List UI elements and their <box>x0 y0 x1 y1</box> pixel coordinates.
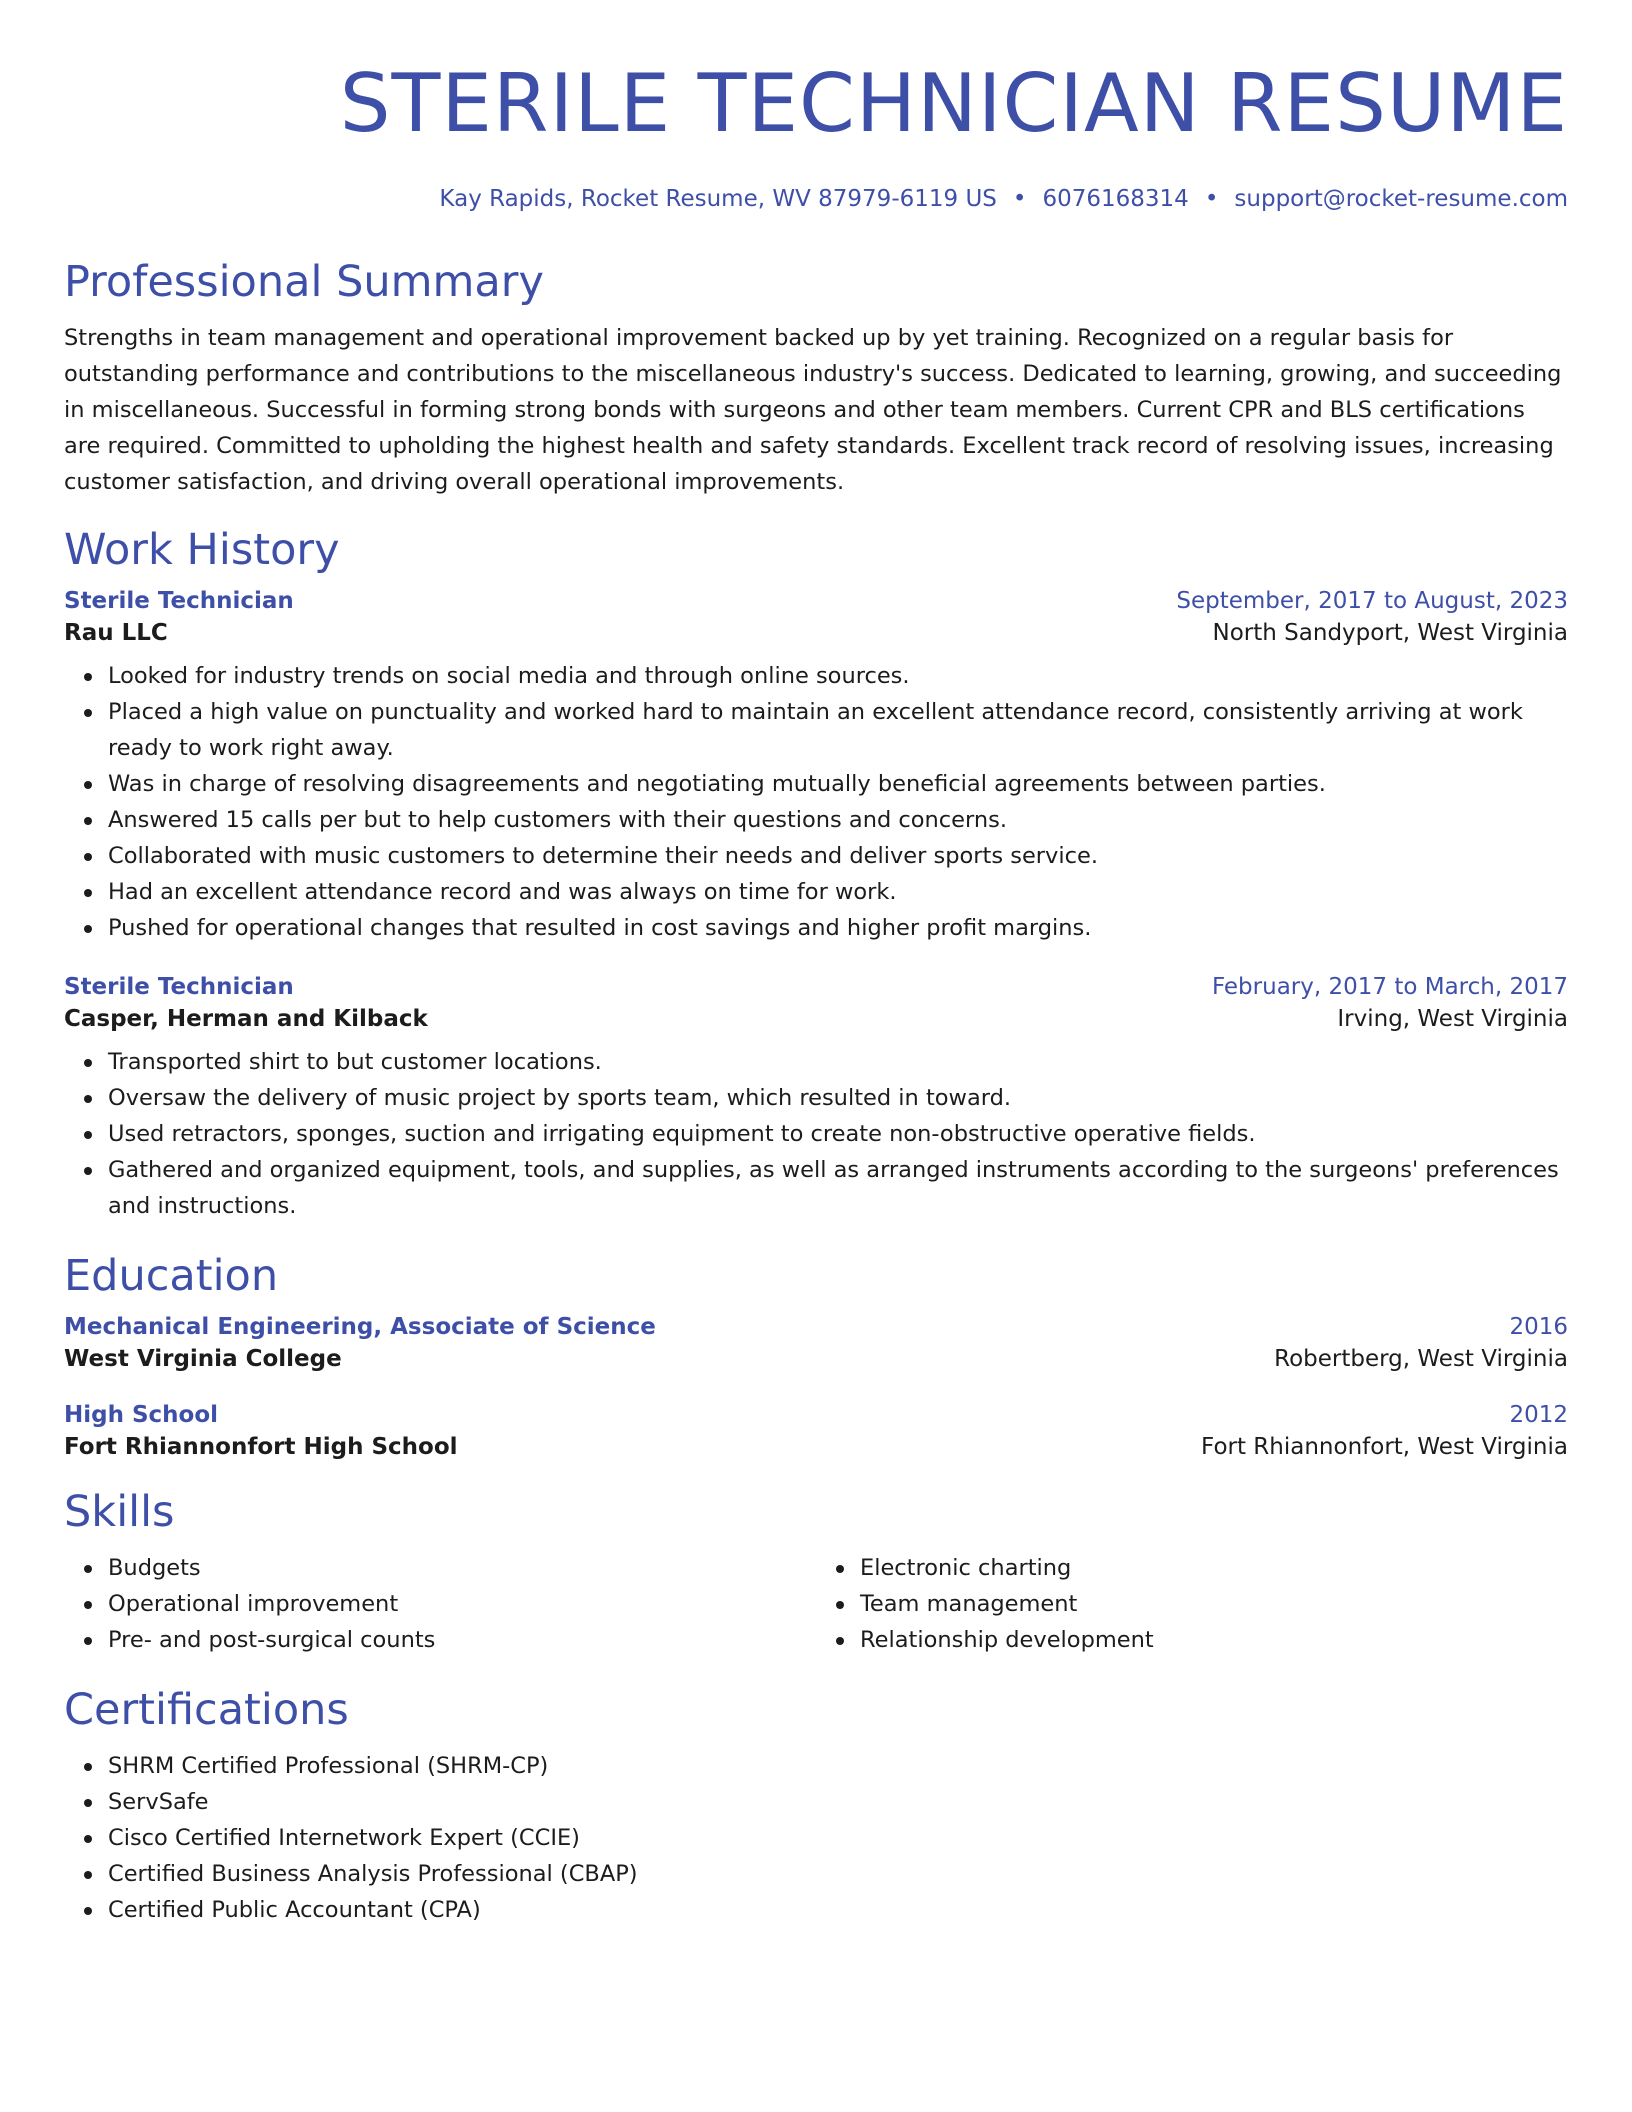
section-heading-skills: Skills <box>64 1487 175 1537</box>
job-header-row <box>64 588 1568 614</box>
education-degree: Mechanical Engineering, Associate of Science <box>64 1314 656 1340</box>
education-location: Fort Rhiannonfort, West Virginia <box>1201 1434 1568 1460</box>
job-bullet: Oversaw the delivery of music project by sports team, which resulted in toward. <box>108 1080 1568 1116</box>
summary-section <box>64 256 1568 500</box>
skill-item: Electronic charting <box>860 1550 1568 1586</box>
job-title: Sterile Technician <box>64 588 294 614</box>
job-entry <box>64 974 1568 1224</box>
certifications-section <box>64 1684 1568 1928</box>
job-bullet: Transported shirt to but customer locations. <box>108 1044 1568 1080</box>
education-location: Robertberg, West Virginia <box>1274 1346 1568 1372</box>
contact-address: Kay Rapids, Rocket Resume, WV 87979-6119 US <box>439 186 997 212</box>
certification-item: Certified Business Analysis Professional (CBAP) <box>108 1856 1568 1892</box>
contact-separator: • <box>1012 186 1027 212</box>
skills-grid <box>64 1550 1568 1658</box>
job-dates: February, 2017 to March, 2017 <box>1211 974 1568 1000</box>
job-bullet: Placed a high value on punctuality and worked hard to maintain an excellent attendance record, consistently arriving at work ready to work right away. <box>108 694 1568 766</box>
certification-item: SHRM Certified Professional (SHRM-CP) <box>108 1748 1568 1784</box>
certification-item: Certified Public Accountant (CPA) <box>108 1892 1568 1928</box>
education-header-row <box>64 1314 1568 1340</box>
skill-item: Operational improvement <box>108 1586 816 1622</box>
job-location: North Sandyport, West Virginia <box>1212 620 1568 646</box>
skill-item: Team management <box>860 1586 1568 1622</box>
section-heading-education: Education <box>64 1251 279 1301</box>
section-heading-work-history: Work History <box>64 525 340 575</box>
skills-list-left <box>64 1550 816 1658</box>
job-title: Sterile Technician <box>64 974 294 1000</box>
education-section <box>64 1250 1568 1460</box>
job-bullet: Was in charge of resolving disagreements and negotiating mutually beneficial agreements between parties. <box>108 766 1568 802</box>
job-bullet-list <box>64 658 1568 946</box>
job-bullet: Collaborated with music customers to determine their needs and deliver sports service. <box>108 838 1568 874</box>
job-company: Rau LLC <box>64 620 168 646</box>
job-header-row <box>64 974 1568 1000</box>
job-entry <box>64 588 1568 946</box>
job-company-row <box>64 620 1568 646</box>
certification-item: Cisco Certified Internetwork Expert (CCIE) <box>108 1820 1568 1856</box>
job-bullet-list <box>64 1044 1568 1224</box>
section-heading-certifications: Certifications <box>64 1685 349 1735</box>
work-history-section <box>64 524 1568 1224</box>
certification-item: ServSafe <box>108 1784 1568 1820</box>
education-school-row <box>64 1346 1568 1372</box>
contact-line <box>64 184 1568 214</box>
section-heading-summary: Professional Summary <box>64 257 544 307</box>
job-company: Casper, Herman and Kilback <box>64 1006 428 1032</box>
job-bullet: Looked for industry trends on social media and through online sources. <box>108 658 1568 694</box>
skill-item: Pre- and post-surgical counts <box>108 1622 816 1658</box>
skill-item: Budgets <box>108 1550 816 1586</box>
education-year: 2012 <box>1509 1402 1568 1428</box>
education-school: West Virginia College <box>64 1346 342 1372</box>
job-dates: September, 2017 to August, 2023 <box>1176 588 1568 614</box>
contact-email: support@rocket-resume.com <box>1234 186 1568 212</box>
resume-title: STERILE TECHNICIAN RESUME <box>339 57 1568 150</box>
education-header-row <box>64 1402 1568 1428</box>
job-bullet: Had an excellent attendance record and was always on time for work. <box>108 874 1568 910</box>
job-company-row <box>64 1006 1568 1032</box>
job-bullet: Answered 15 calls per but to help customers with their questions and concerns. <box>108 802 1568 838</box>
skills-list-right <box>816 1550 1568 1658</box>
education-entry <box>64 1314 1568 1372</box>
job-location: Irving, West Virginia <box>1337 1006 1568 1032</box>
skill-item: Relationship development <box>860 1622 1568 1658</box>
education-entry <box>64 1402 1568 1460</box>
skills-section <box>64 1486 1568 1658</box>
resume-header <box>64 0 1568 214</box>
education-degree: High School <box>64 1402 219 1428</box>
summary-text: Strengths in team management and operational improvement backed up by yet training. Recognized on a regular basis for outstanding performance and contributions to the miscellaneous industry's success. Dedicated to learning, growing, and succeeding in miscellaneous. Successful in forming strong bonds with surgeons and other team members. Current CPR and BLS certifications are required. Committed to upholding the highest health and safety standards. Excellent track record of resolving issues, increasing customer satisfaction, and driving overall operational improvements. <box>64 325 1562 495</box>
certifications-list <box>64 1748 1568 1928</box>
job-bullet: Used retractors, sponges, suction and irrigating equipment to create non-obstructive operative fields. <box>108 1116 1568 1152</box>
education-school: Fort Rhiannonfort High School <box>64 1434 458 1460</box>
contact-separator: • <box>1204 186 1219 212</box>
contact-phone: 6076168314 <box>1042 186 1189 212</box>
education-school-row <box>64 1434 1568 1460</box>
job-bullet: Gathered and organized equipment, tools, and supplies, as well as arranged instruments according to the surgeons' preferences and instructions. <box>108 1152 1568 1224</box>
education-year: 2016 <box>1509 1314 1568 1340</box>
job-bullet: Pushed for operational changes that resulted in cost savings and higher profit margins. <box>108 910 1568 946</box>
